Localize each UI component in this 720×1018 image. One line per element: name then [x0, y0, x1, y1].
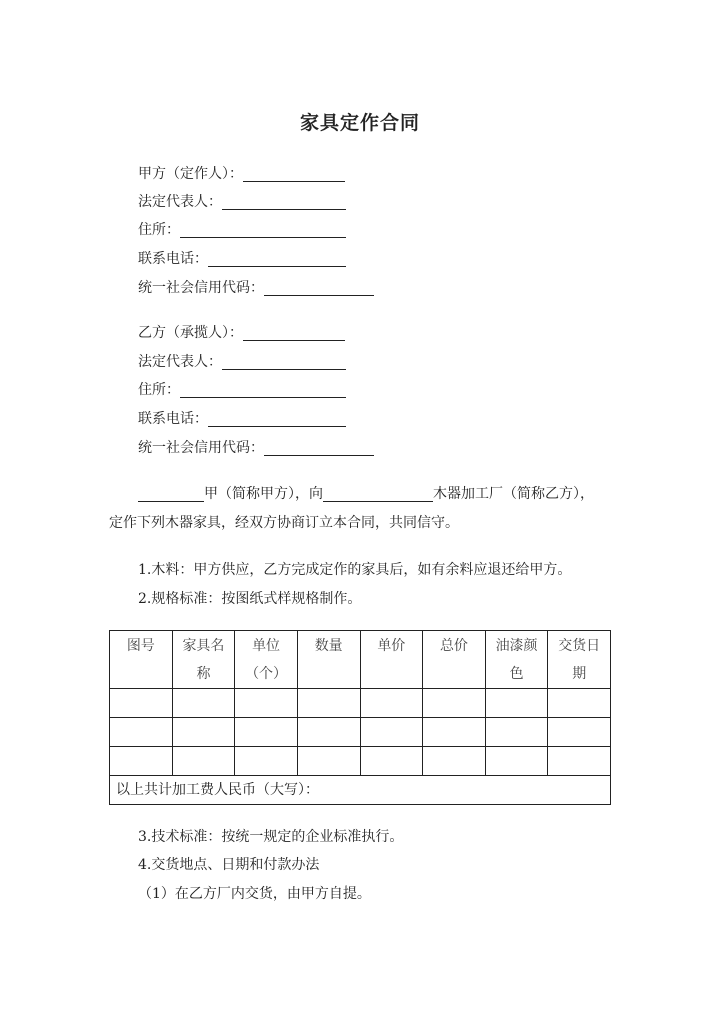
party-b-name-blank	[243, 324, 345, 341]
party-b-rep-field	[138, 351, 346, 373]
party-a-address-blank	[180, 221, 346, 238]
party-a-address-field	[138, 219, 346, 241]
header-unit: 单位 （个）	[235, 631, 298, 689]
table-cell	[235, 718, 298, 747]
table-cell	[360, 689, 423, 718]
header-delivery-date: 交货日 期	[548, 631, 611, 689]
party-a-phone-label: 联系电话：	[138, 251, 208, 267]
party-a-rep-field	[138, 191, 346, 213]
party-a-phone-blank	[208, 250, 346, 267]
party-b-name-field	[138, 322, 345, 344]
table-cell	[360, 718, 423, 747]
table-cell	[485, 689, 548, 718]
party-a-address-label: 住所：	[138, 222, 180, 238]
table-row	[110, 718, 611, 747]
header-unit-price: 单价	[360, 631, 423, 689]
party-a-name-field	[138, 163, 345, 185]
party-a-credit-blank	[264, 279, 374, 296]
party-a-rep-label: 法定代表人：	[138, 194, 222, 210]
party-a-rep-blank	[222, 193, 346, 210]
table-cell	[423, 718, 486, 747]
party-a-credit-field	[138, 277, 374, 299]
table-cell	[548, 718, 611, 747]
table-cell	[235, 689, 298, 718]
table-cell	[423, 747, 486, 776]
table-row	[110, 747, 611, 776]
total-fee-label: 以上共计加工费人民币（大写）：	[110, 776, 611, 805]
party-a-name-blank	[243, 165, 345, 182]
party-b-rep-label: 法定代表人：	[138, 354, 222, 370]
intro-line-2: 定作下列木器家具，经双方协商订立本合同，共同信守。	[109, 515, 459, 531]
table-cell	[297, 689, 360, 718]
intro-part-2: 木器加工厂（简称乙方），	[433, 486, 594, 502]
table-cell	[297, 747, 360, 776]
clause-4-1: （1）在乙方厂内交货，由甲方自提。	[138, 886, 371, 902]
party-a-phone-field	[138, 248, 346, 270]
party-a-credit-label: 统一社会信用代码：	[138, 280, 264, 296]
table-cell	[485, 747, 548, 776]
table-row	[110, 689, 611, 718]
table-cell	[297, 718, 360, 747]
table-cell	[485, 718, 548, 747]
party-b-phone-label: 联系电话：	[138, 411, 208, 427]
party-a-name-label: 甲方（定作人）：	[138, 166, 243, 182]
table-cell	[110, 689, 173, 718]
table-header-row	[110, 631, 611, 689]
clause-2: 2.规格标准：按图纸式样规格制作。	[138, 591, 362, 607]
clause-1: 1.木料：甲方供应，乙方完成定作的家具后，如有余料应退还给甲方。	[138, 562, 572, 578]
header-quantity: 数量	[297, 631, 360, 689]
clause-3: 3.技术标准：按统一规定的企业标准执行。	[138, 829, 404, 845]
table-cell	[548, 747, 611, 776]
party-b-credit-field	[138, 437, 374, 459]
party-b-rep-blank	[222, 353, 346, 370]
header-total-price: 总价	[423, 631, 486, 689]
party-a-blank-intro	[138, 485, 204, 502]
table-cell	[548, 689, 611, 718]
party-b-phone-field	[138, 408, 346, 430]
intro-line-1	[138, 483, 594, 505]
header-paint-color: 油漆颜 色	[485, 631, 548, 689]
table-cell	[172, 689, 235, 718]
intro-part-1: 甲（简称甲方），向	[204, 486, 323, 502]
party-b-address-blank	[180, 381, 346, 398]
header-drawing-no: 图号	[110, 631, 173, 689]
header-furniture-name: 家具名 称	[172, 631, 235, 689]
document-title: 家具定作合同	[299, 112, 420, 134]
party-b-address-label: 住所：	[138, 382, 180, 398]
table-cell	[172, 747, 235, 776]
table-cell	[423, 689, 486, 718]
specification-table	[109, 630, 611, 805]
clause-4: 4.交货地点、日期和付款办法	[138, 857, 320, 873]
table-cell	[172, 718, 235, 747]
party-b-phone-blank	[208, 410, 346, 427]
party-b-credit-label: 统一社会信用代码：	[138, 440, 264, 456]
table-cell	[110, 718, 173, 747]
table-total-row	[110, 776, 611, 805]
table-cell	[235, 747, 298, 776]
party-b-address-field	[138, 379, 346, 401]
table-cell	[360, 747, 423, 776]
party-b-credit-blank	[264, 439, 374, 456]
party-b-name-label: 乙方（承揽人）：	[138, 325, 243, 341]
table-cell	[110, 747, 173, 776]
party-b-blank-intro	[323, 485, 433, 502]
